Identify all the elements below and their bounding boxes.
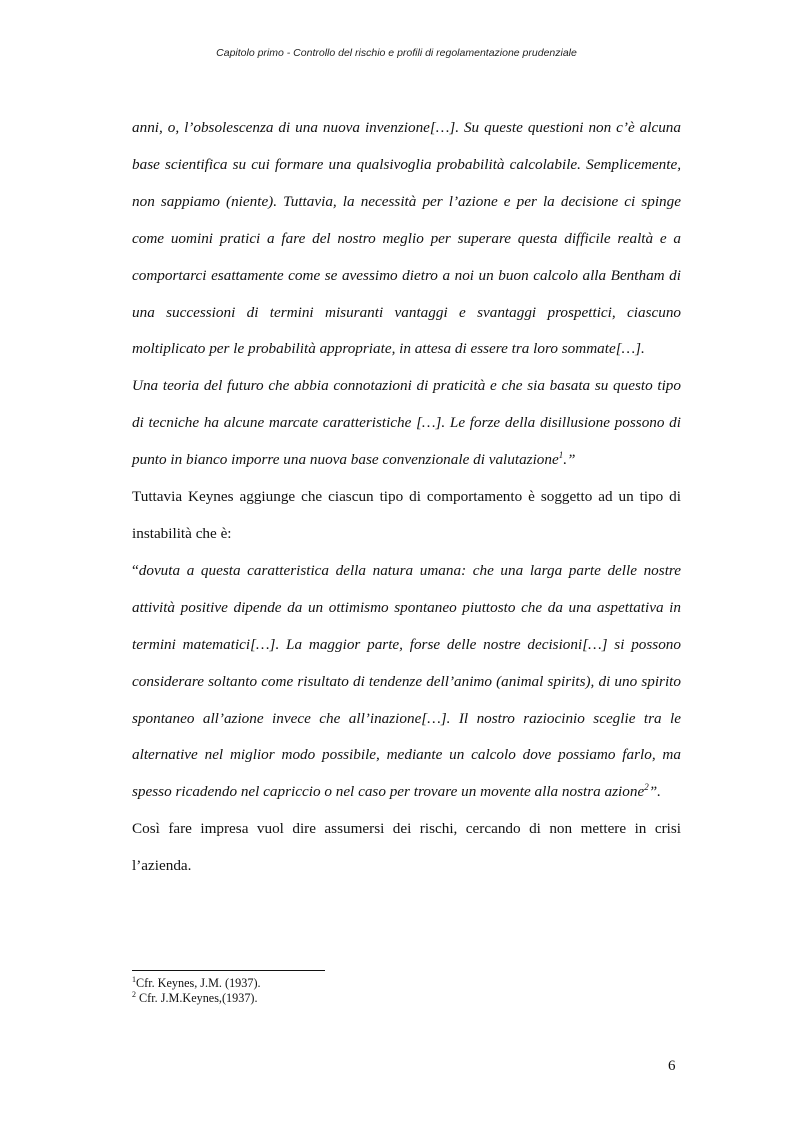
footnotes xyxy=(132,976,261,1006)
quote-paragraph-4-end: ”. xyxy=(648,783,661,801)
quote-paragraph-1: anni, o, l’obsolescenza di una nuova invenzione[…]. Su queste questioni non c’è alcuna base scientifica su cui formare una qualsivoglia probabilità calcolabile. Semplicemente, non sappiamo (niente). Tuttavia, la necessità per l’azione e per la decisione ci spinge come uomini pratici a fare del nostro meglio per superare questa difficile realtà e a comportarci esattamente come se avessimo dietro a noi un buon calcolo alla Bentham di una successioni di termini misuranti vantaggi e svantaggi prospettici, ciascuno moltiplicato per le probabilità appropriate, in attesa di essere tra loro sommate[…]. xyxy=(132,119,681,358)
running-header: Capitolo primo - Controllo del rischio e profili di regolamentazione prudenziale xyxy=(216,47,577,59)
quote-paragraph-2-end: .” xyxy=(563,451,576,469)
page-number: 6 xyxy=(668,1058,676,1074)
footnote-1 xyxy=(132,976,261,991)
footnote-2 xyxy=(132,991,261,1006)
footnote-text-1: Cfr. Keynes, J.M. (1937). xyxy=(136,976,261,990)
footnote-mark-1: 1 xyxy=(132,974,136,984)
footnote-text-2: Cfr. J.M.Keynes,(1937). xyxy=(136,991,258,1005)
footnote-ref-2: 2 xyxy=(644,782,649,793)
quote-paragraph-4 xyxy=(132,553,681,811)
quote-paragraph-2 xyxy=(132,368,681,479)
quote-paragraph-2-text: Una teoria del futuro che abbia connotazioni di praticità e che sia basata su questo tipo di tecniche ha alcune marcate caratteristiche […]. Le forze della disillusione possono di punto in bianco imporre una nuova base convenzionale di valutazione xyxy=(132,377,681,469)
body-paragraph-3: Tuttavia Keynes aggiunge che ciascun tipo di comportamento è soggetto ad un tipo di instabilità che è: xyxy=(132,488,681,542)
body-paragraph-5: Così fare impresa vuol dire assumersi dei rischi, cercando di non mettere in crisi l’azienda. xyxy=(132,820,681,875)
footnote-mark-2: 2 xyxy=(132,989,136,999)
footnote-separator xyxy=(132,970,325,971)
quote-paragraph-4-text: dovuta a questa caratteristica della natura umana: che una larga parte delle nostre attività positive dipende da un ottimismo spontaneo piuttosto che da una aspettativa in termini matematici[…]. La maggior parte, forse delle nostre decisioni[…] si possono considerare soltanto come risultato di tendenze dell’animo (animal spirits), di uno spirito spontaneo all’azione invece che all’inazione[…]. Il nostro raziocinio sceglie tra le alternative nel miglior modo possibile, mediante un calcolo dove possiamo farlo, ma spesso ricadendo nel capriccio o nel caso per trovare un movente alla nostra azione xyxy=(132,561,681,801)
main-text xyxy=(132,110,681,885)
footnote-ref-1: 1 xyxy=(558,450,564,461)
open-quote: “ xyxy=(132,561,139,579)
